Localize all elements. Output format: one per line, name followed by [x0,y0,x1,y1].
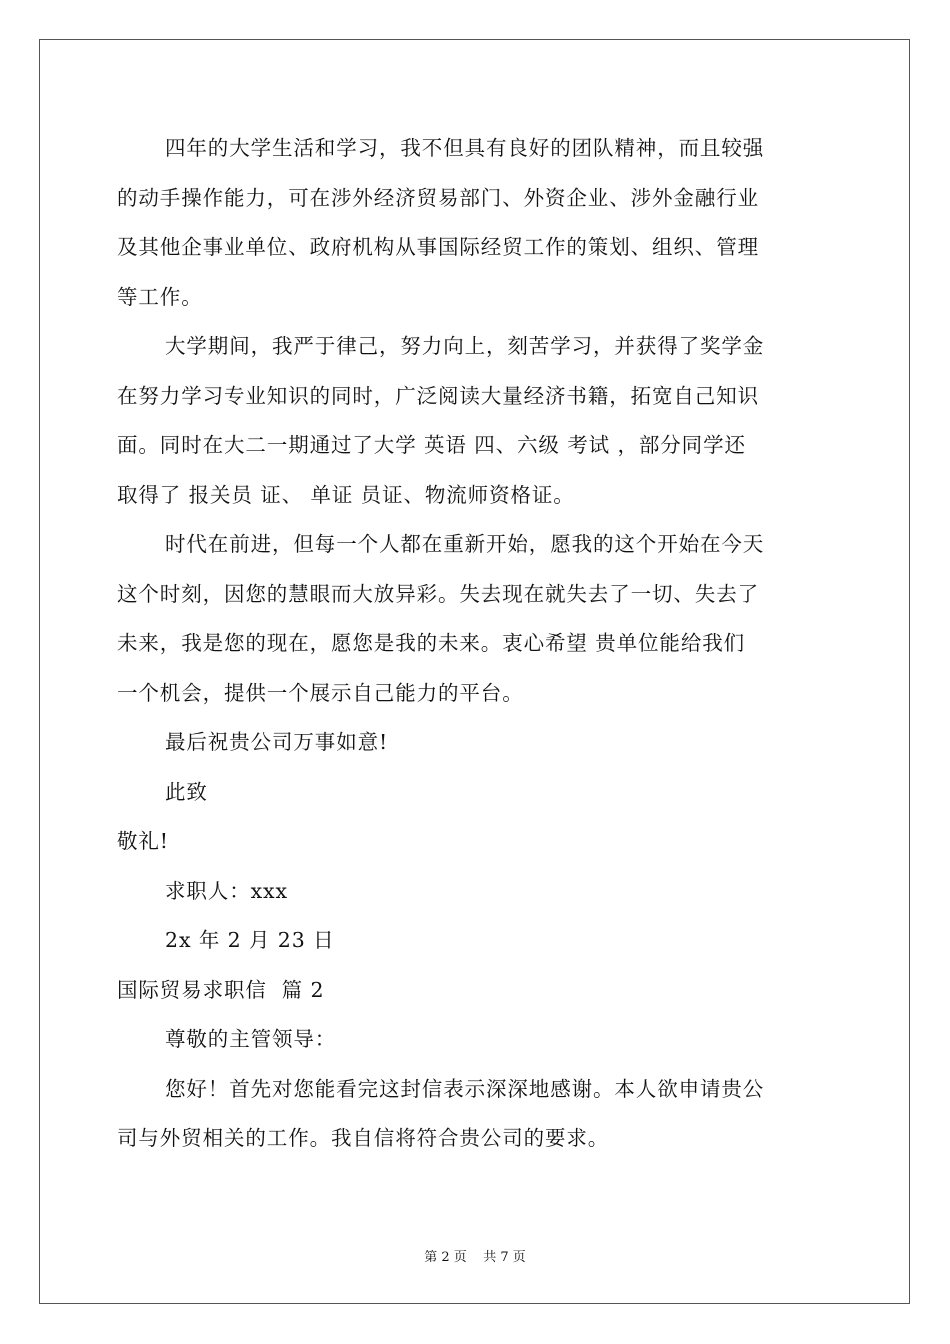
text-line: 未来，我是您的现在，愿您是我的未来。衷心希望 贵单位能给我们 [117,631,746,655]
text-line: 一个机会，提供一个展示自己能力的平台。 [117,680,524,705]
letter-body [117,124,833,1164]
page-number-footer: 第 2 页 共 7 页 [424,1250,526,1265]
closing-wish: 最后祝贵公司万事如意! [165,730,389,754]
letter-date: 2x 年 2 月 23 日 [165,928,335,952]
text-line: 司与外贸相关的工作。我自信将符合贵公司的要求。 [117,1126,610,1150]
section-heading: 国际贸易求职信 篇 2 [117,977,325,1002]
text-line: 的动手操作能力，可在涉外经济贸易部门、外资企业、涉外金融行业 [117,185,759,210]
salutation-jingli: 敬礼! [117,829,169,853]
text-line: 取得了 报关员 证、 单证 员证、物流师资格证。 [117,482,575,507]
text-line: 及其他企事业单位、政府机构从事国际经贸工作的策划、组织、管理 [117,235,759,259]
text-line: 您好！首先对您能看完这封信表示深深地感谢。本人欲申请贵公 [165,1076,765,1101]
text-line: 面。同时在大二一期通过了大学 英语 四、六级 考试 ，部分同学还 [117,433,746,457]
text-line: 这个时刻，因您的慧眼而大放异彩。失去现在就失去了一切、失去了 [117,581,759,606]
greeting: 尊敬的主管领导： [165,1027,337,1051]
text-line: 四年的大学生活和学习，我不但具有良好的团队精神，而且较强 [165,136,765,160]
text-line: 在努力学习专业知识的同时，广泛阅读大量经济书籍，拓宽自己知识 [117,383,759,408]
salutation-cizhi: 此致 [165,779,208,804]
text-line: 大学期间，我严于律己，努力向上，刻苦学习，并获得了奖学金 [165,334,765,358]
applicant-signature: 求职人：xxx [165,878,288,903]
text-line: 时代在前进，但每一个人都在重新开始，愿我的这个开始在今天 [165,532,765,556]
text-line: 等工作。 [117,284,203,309]
